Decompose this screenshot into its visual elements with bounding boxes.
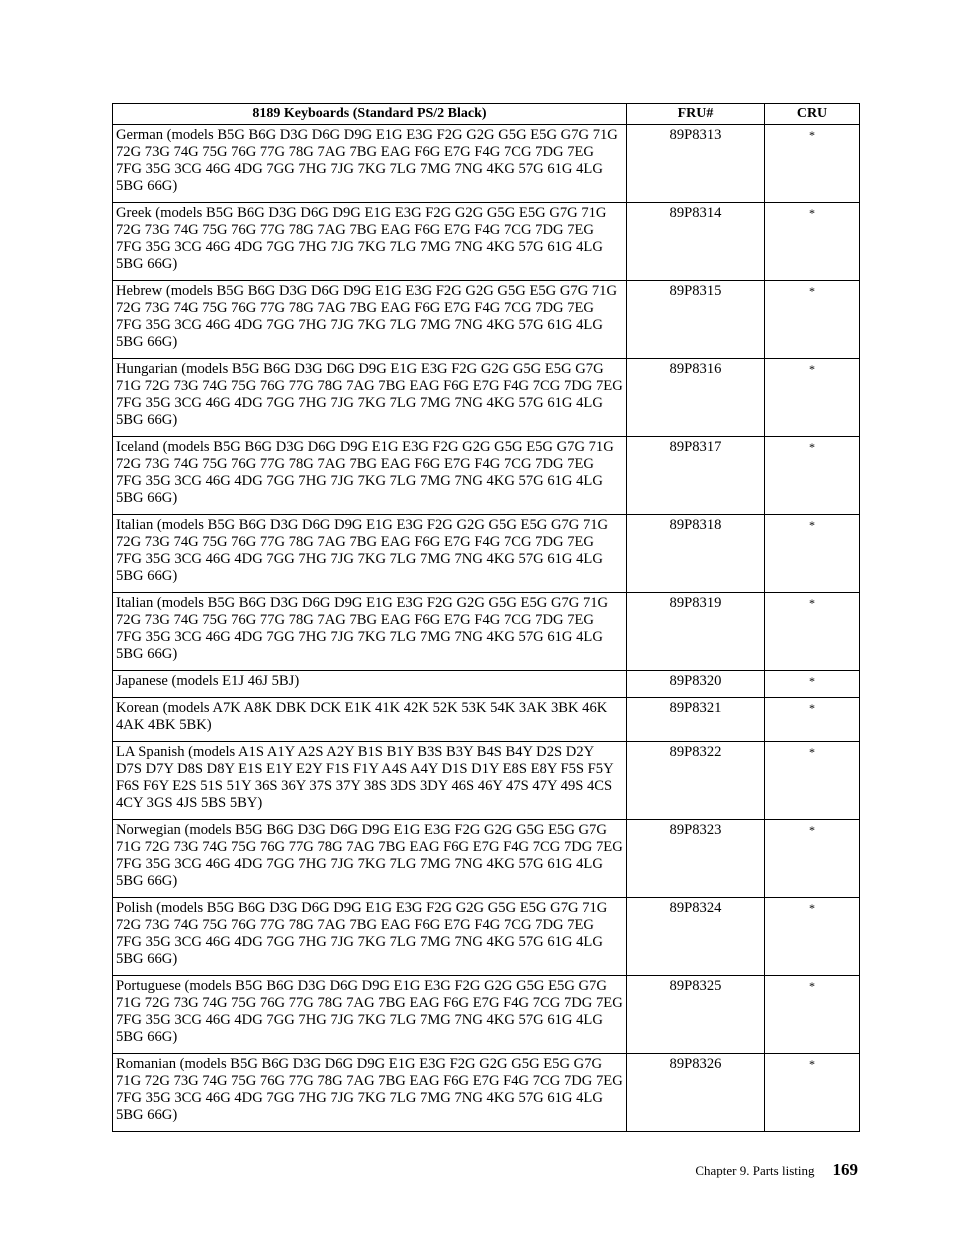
row-fru: 89P8322 bbox=[627, 742, 765, 820]
row-description: LA Spanish (models A1S A1Y A2S A2Y B1S B1Y B3S B3Y B4S B4Y D2S D2Y D7S D7Y D8S D8Y E1S E1Y E2Y F1S F1Y A4S A4Y D1S D1Y E8S E8Y F5S F5Y F6S F6Y E2S 51S 51Y 36S 36Y 37S 37Y 38S 3DS 3DY 46S 46Y 47S 47Y 49S 4CS 4CY 3GS 4JS 5BS 5BY) bbox=[113, 742, 627, 820]
row-description: Italian (models B5G B6G D3G D6G D9G E1G E3G F2G G2G G5G E5G G7G 71G 72G 73G 74G 75G 76G 77G 78G 7AG 7BG EAG F6G E7G F4G 7CG 7DG 7EG 7FG 35G 3CG 46G 4DG 7GG 7HG 7JG 7KG 7LG 7MG 7NG 4KG 57G 61G 4LG 5BG 66G) bbox=[113, 593, 627, 671]
parts-table bbox=[112, 103, 860, 1132]
table-header-row bbox=[113, 104, 860, 125]
row-cru: * bbox=[765, 742, 860, 820]
row-fru: 89P8321 bbox=[627, 698, 765, 742]
table-row bbox=[113, 820, 860, 898]
row-description: Polish (models B5G B6G D3G D6G D9G E1G E3G F2G G2G G5G E5G G7G 71G 72G 73G 74G 75G 76G 77G 78G 7AG 7BG EAG F6G E7G F4G 7CG 7DG 7EG 7FG 35G 3CG 46G 4DG 7GG 7HG 7JG 7KG 7LG 7MG 7NG 4KG 57G 61G 4LG 5BG 66G) bbox=[113, 898, 627, 976]
row-cru: * bbox=[765, 898, 860, 976]
row-fru: 89P8326 bbox=[627, 1054, 765, 1132]
row-cru: * bbox=[765, 698, 860, 742]
table-row bbox=[113, 281, 860, 359]
row-cru: * bbox=[765, 203, 860, 281]
row-description: Greek (models B5G B6G D3G D6G D9G E1G E3G F2G G2G G5G E5G G7G 71G 72G 73G 74G 75G 76G 77G 78G 7AG 7BG EAG F6G E7G F4G 7CG 7DG 7EG 7FG 35G 3CG 46G 4DG 7GG 7HG 7JG 7KG 7LG 7MG 7NG 4KG 57G 61G 4LG 5BG 66G) bbox=[113, 203, 627, 281]
row-fru: 89P8324 bbox=[627, 898, 765, 976]
chapter-title: Chapter 9. Parts listing bbox=[695, 1163, 815, 1178]
row-description: Norwegian (models B5G B6G D3G D6G D9G E1G E3G F2G G2G G5G E5G G7G 71G 72G 73G 74G 75G 76G 77G 78G 7AG 7BG EAG F6G E7G F4G 7CG 7DG 7EG 7FG 35G 3CG 46G 4DG 7GG 7HG 7JG 7KG 7LG 7MG 7NG 4KG 57G 61G 4LG 5BG 66G) bbox=[113, 820, 627, 898]
row-fru: 89P8315 bbox=[627, 281, 765, 359]
row-description: Hungarian (models B5G B6G D3G D6G D9G E1G E3G F2G G2G G5G E5G G7G 71G 72G 73G 74G 75G 76G 77G 78G 7AG 7BG EAG F6G E7G F4G 7CG 7DG 7EG 7FG 35G 3CG 46G 4DG 7GG 7HG 7JG 7KG 7LG 7MG 7NG 4KG 57G 61G 4LG 5BG 66G) bbox=[113, 359, 627, 437]
row-description: Iceland (models B5G B6G D3G D6G D9G E1G E3G F2G G2G G5G E5G G7G 71G 72G 73G 74G 75G 76G 77G 78G 7AG 7BG EAG F6G E7G F4G 7CG 7DG 7EG 7FG 35G 3CG 46G 4DG 7GG 7HG 7JG 7KG 7LG 7MG 7NG 4KG 57G 61G 4LG 5BG 66G) bbox=[113, 437, 627, 515]
row-description: Romanian (models B5G B6G D3G D6G D9G E1G E3G F2G G2G G5G E5G G7G 71G 72G 73G 74G 75G 76G 77G 78G 7AG 7BG EAG F6G E7G F4G 7CG 7DG 7EG 7FG 35G 3CG 46G 4DG 7GG 7HG 7JG 7KG 7LG 7MG 7NG 4KG 57G 61G 4LG 5BG 66G) bbox=[113, 1054, 627, 1132]
table-row bbox=[113, 125, 860, 203]
row-fru: 89P8317 bbox=[627, 437, 765, 515]
header-description: 8189 Keyboards (Standard PS/2 Black) bbox=[113, 104, 627, 125]
row-cru: * bbox=[765, 281, 860, 359]
row-cru: * bbox=[765, 125, 860, 203]
row-description: Japanese (models E1J 46J 5BJ) bbox=[113, 671, 627, 698]
row-fru: 89P8319 bbox=[627, 593, 765, 671]
table-row bbox=[113, 898, 860, 976]
table-row bbox=[113, 976, 860, 1054]
row-description: German (models B5G B6G D3G D6G D9G E1G E3G F2G G2G G5G E5G G7G 71G 72G 73G 74G 75G 76G 77G 78G 7AG 7BG EAG F6G E7G F4G 7CG 7DG 7EG 7FG 35G 3CG 46G 4DG 7GG 7HG 7JG 7KG 7LG 7MG 7NG 4KG 57G 61G 4LG 5BG 66G) bbox=[113, 125, 627, 203]
row-cru: * bbox=[765, 976, 860, 1054]
row-cru: * bbox=[765, 593, 860, 671]
header-fru: FRU# bbox=[627, 104, 765, 125]
row-description: Hebrew (models B5G B6G D3G D6G D9G E1G E3G F2G G2G G5G E5G G7G 71G 72G 73G 74G 75G 76G 77G 78G 7AG 7BG EAG F6G E7G F4G 7CG 7DG 7EG 7FG 35G 3CG 46G 4DG 7GG 7HG 7JG 7KG 7LG 7MG 7NG 4KG 57G 61G 4LG 5BG 66G) bbox=[113, 281, 627, 359]
row-cru: * bbox=[765, 671, 860, 698]
table-row bbox=[113, 671, 860, 698]
row-fru: 89P8323 bbox=[627, 820, 765, 898]
page-number: 169 bbox=[832, 1160, 858, 1179]
row-cru: * bbox=[765, 437, 860, 515]
page-footer bbox=[695, 1160, 858, 1180]
row-fru: 89P8320 bbox=[627, 671, 765, 698]
row-fru: 89P8325 bbox=[627, 976, 765, 1054]
row-description: Korean (models A7K A8K DBK DCK E1K 41K 42K 52K 53K 54K 3AK 3BK 46K 4AK 4BK 5BK) bbox=[113, 698, 627, 742]
table-row bbox=[113, 593, 860, 671]
table-row bbox=[113, 203, 860, 281]
header-cru: CRU bbox=[765, 104, 860, 125]
table-row bbox=[113, 359, 860, 437]
row-description: Portuguese (models B5G B6G D3G D6G D9G E1G E3G F2G G2G G5G E5G G7G 71G 72G 73G 74G 75G 76G 77G 78G 7AG 7BG EAG F6G E7G F4G 7CG 7DG 7EG 7FG 35G 3CG 46G 4DG 7GG 7HG 7JG 7KG 7LG 7MG 7NG 4KG 57G 61G 4LG 5BG 66G) bbox=[113, 976, 627, 1054]
row-fru: 89P8313 bbox=[627, 125, 765, 203]
row-cru: * bbox=[765, 515, 860, 593]
row-fru: 89P8318 bbox=[627, 515, 765, 593]
row-fru: 89P8316 bbox=[627, 359, 765, 437]
row-description: Italian (models B5G B6G D3G D6G D9G E1G E3G F2G G2G G5G E5G G7G 71G 72G 73G 74G 75G 76G 77G 78G 7AG 7BG EAG F6G E7G F4G 7CG 7DG 7EG 7FG 35G 3CG 46G 4DG 7GG 7HG 7JG 7KG 7LG 7MG 7NG 4KG 57G 61G 4LG 5BG 66G) bbox=[113, 515, 627, 593]
row-cru: * bbox=[765, 359, 860, 437]
row-fru: 89P8314 bbox=[627, 203, 765, 281]
table-row bbox=[113, 515, 860, 593]
table-row bbox=[113, 437, 860, 515]
table-row bbox=[113, 698, 860, 742]
table-row bbox=[113, 1054, 860, 1132]
row-cru: * bbox=[765, 1054, 860, 1132]
row-cru: * bbox=[765, 820, 860, 898]
table-row bbox=[113, 742, 860, 820]
